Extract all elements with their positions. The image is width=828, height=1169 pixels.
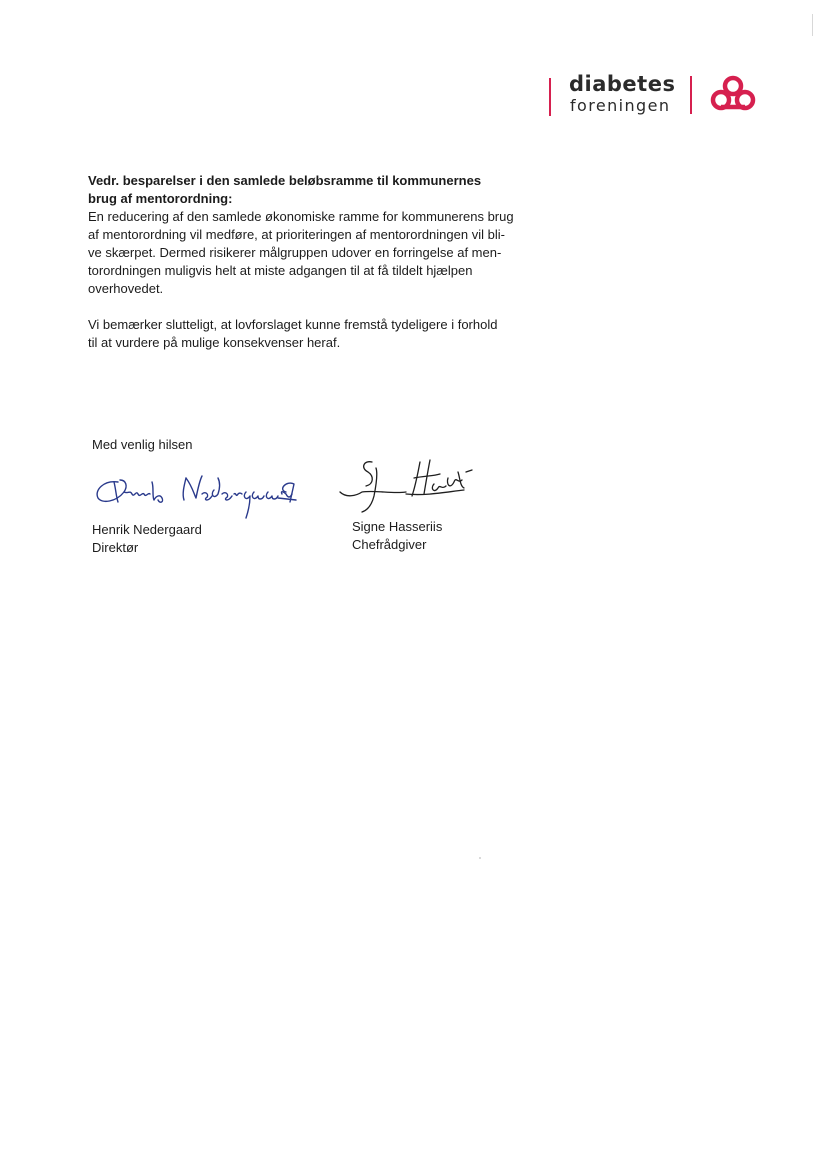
signature-signe-hasseriis	[336, 454, 481, 516]
logo-divider-right	[690, 76, 692, 114]
logo-word-foreningen: foreningen	[570, 96, 671, 115]
paragraph-line: ve skærpet. Dermed risikerer målgruppen udover en forringelse af men-	[88, 245, 502, 260]
paragraph-line: af mentorordning vil medføre, at prioriteringen af mentorordningen vil bli-	[88, 227, 505, 242]
paragraph-line: til at vurdere på mulige konsekvenser heraf.	[88, 335, 341, 350]
signer-name: Henrik Nedergaard	[92, 522, 202, 537]
paragraph-line: En reducering af den samlede økonomiske ramme for kommunerens brug	[88, 209, 514, 224]
signer-name: Signe Hasseriis	[352, 519, 443, 534]
paragraph-1	[88, 208, 528, 298]
scan-speck	[479, 857, 481, 859]
diabetesforeningen-logo	[549, 72, 769, 122]
signer-title: Chefrådgiver	[352, 537, 427, 552]
scan-edge-mark	[812, 14, 813, 36]
signature-henrik-nedergaard	[90, 468, 300, 524]
clover-heart-icon	[707, 74, 759, 114]
paragraph-line: Vi bemærker slutteligt, at lovforslaget kunne fremstå tydeligere i forhold	[88, 317, 498, 332]
signer-signe-hasseriis	[352, 518, 442, 554]
letter-body	[88, 172, 528, 352]
paragraph-2	[88, 316, 528, 352]
signer-title: Direktør	[92, 540, 139, 555]
signer-henrik-nedergaard	[92, 521, 202, 557]
paragraph-line: overhovedet.	[88, 281, 164, 296]
logo-divider-left	[549, 78, 551, 116]
closing-greeting: Med venlig hilsen	[92, 437, 193, 452]
logo-word-diabetes: diabetes	[569, 72, 676, 96]
section-heading	[88, 172, 528, 208]
heading-line: brug af mentorordning:	[88, 191, 233, 206]
heading-line: Vedr. besparelser i den samlede beløbsramme til kommunernes	[88, 173, 482, 188]
paragraph-line: torordningen muligvis helt at miste adgangen til at få tildelt hjælpen	[88, 263, 473, 278]
